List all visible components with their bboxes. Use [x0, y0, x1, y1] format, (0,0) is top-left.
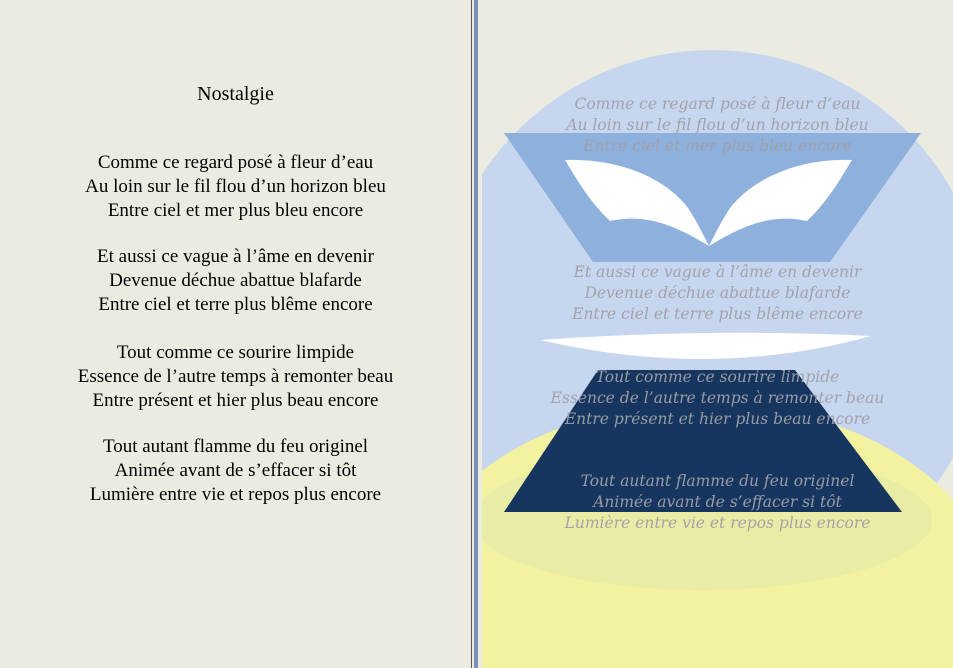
poem-line: Entre ciel et mer plus bleu encore: [107, 200, 364, 221]
overlay-line: Lumière entre vie et repos plus encore: [564, 514, 871, 532]
overlay-line: Entre ciel et terre plus blême encore: [572, 305, 863, 323]
poem-line: Au loin sur le fil flou d’un horizon bleu: [85, 176, 386, 197]
stanza-4: [0, 435, 471, 507]
poem-line: Animée avant de s’effacer si tôt: [114, 460, 357, 481]
poem-line: Entre ciel et terre plus blême encore: [98, 294, 373, 315]
poem-line: Essence de l’autre temps à remonter beau: [77, 366, 394, 387]
overlay-line: Devenue déchue abattue blafarde: [584, 284, 851, 302]
poem-line: Comme ce regard posé à fleur d’eau: [97, 152, 374, 173]
stanza-3: [0, 341, 471, 413]
overlay-line: Animée avant de s’effacer si tôt: [593, 493, 842, 511]
overlay-line: Au loin sur le fil flou d’un horizon bleu: [566, 116, 869, 134]
right-page: [482, 0, 953, 668]
overlay-line: Comme ce regard posé à fleur d’eau: [574, 95, 861, 113]
overlay-stanza-4: [482, 471, 953, 534]
overlay-stanza-3: [482, 367, 953, 430]
poem-line: Lumière entre vie et repos plus encore: [89, 484, 382, 505]
overlay-line: Entre ciel et mer plus bleu encore: [583, 137, 852, 155]
poem-line: Devenue déchue abattue blafarde: [109, 270, 362, 291]
overlay-line: Essence de l’autre temps à remonter beau: [550, 389, 885, 407]
poem-line: Entre présent et hier plus beau encore: [92, 390, 379, 411]
overlay-line: Tout autant flamme du feu originel: [580, 472, 855, 490]
overlay-line: Entre présent et hier plus beau encore: [564, 410, 871, 428]
poem-title: Nostalgie: [197, 83, 274, 105]
poem-line: Tout autant flamme du feu originel: [102, 436, 369, 457]
stanza-1: [0, 151, 471, 223]
poem-line: Et aussi ce vague à l’âme en devenir: [97, 246, 374, 267]
page-gutter-line: [474, 0, 478, 668]
overlay-line: Et aussi ce vague à l’âme en devenir: [573, 263, 862, 281]
overlay-stanza-2: [482, 262, 953, 325]
poem-line: Tout comme ce sourire limpide: [116, 342, 355, 363]
stanza-2: [0, 245, 471, 317]
overlay-stanza-1: [482, 94, 953, 157]
page-divider: [472, 0, 481, 668]
left-page: [0, 0, 472, 668]
overlay-line: Tout comme ce sourire limpide: [595, 368, 840, 386]
